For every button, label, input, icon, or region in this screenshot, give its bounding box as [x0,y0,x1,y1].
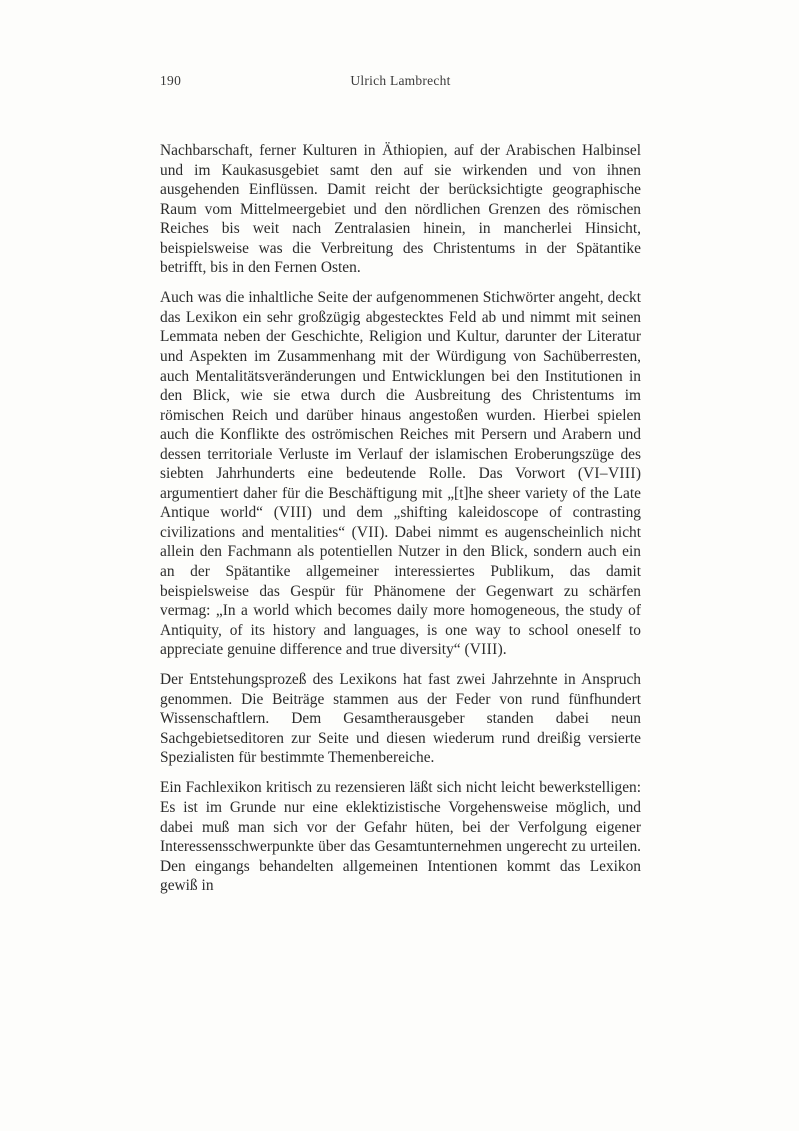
running-head-title: Ulrich Lambrecht [350,73,451,88]
body-text-block [160,141,641,896]
paragraph-3: Der Entstehungsprozeß des Lexikons hat fast zwei Jahrzehnte in Anspruch genommen. Die Beiträge stammen aus der Feder von rund fünfhundert Wissenschaftlern. Dem Gesamtherausgeber standen dabei neun Sachgebietseditoren zur Seite und diesen wiederum rund dreißig versierte Spezialisten für bestimmte Themenbereiche. [160,671,641,767]
page-number: 190 [160,73,182,88]
roman-numeral-reference: VIII [469,641,498,659]
paragraph-2: Auch was die inhaltliche Seite der aufgenommenen Stichwörter angeht, deckt das Lexikon ein sehr großzügig abgestecktes Feld ab und nimmt mit seinen Lemmata neben der Geschichte, Religion und Kultur, darunter der Literatur und Aspekten im Zusammenhang mit der Würdigung von Sachüberresten, auch Mentalitätsveränderungen und Entwicklungen bei den Institutionen in den Blick, wie sie etwa durch die Ausbreitung des Christentums im römischen Reich und darüber hinaus angestoßen wurden. Hierbei spielen auch die Konflikte des oströmischen Reiches mit Persern und Arabern und dessen territoriale Verluste im Verlauf der islamischen Eroberungszüge des siebten Jahrhunderts eine bedeutende Rolle. Das Vorwort (VI–VIII) argumentiert daher für die Beschäftigung mit „[t]he sheer variety of the Late Antique world“ (VIII) und dem „shifting kaleidoscope of contrasting civilizations and mentalities“ (VII). Dabei nimmt es augenscheinlich nicht allein den Fachmann als potentiellen Nutzer in den Blick, sondern auch ein an der Spätantike allgemeiner interessiertes Publikum, das damit beispielsweise das Gespür für Phänomene der Gegenwart zu schärfen vermag: „In a world which becomes daily more homogeneous, the study of Antiquity, of its history and languages, is one way to school oneself to appreciate genuine difference and true diversity“ (VIII). [160,289,642,659]
running-head [160,72,641,90]
roman-numeral-reference: VII [356,523,380,541]
roman-numeral-reference: VI–VIII [582,465,636,483]
paragraph-1: Nachbarschaft, ferner Kulturen in Äthiopien, auf der Arabischen Halbinsel und im Kaukasusgebiet samt den auf sie wirkenden und von ihnen ausgehenden Einflüssen. Damit reicht der berücksichtigte geographische Raum vom Mittelmeergebiet und den nördlichen Grenzen des römischen Reiches bis weit nach Zentralasien hinein, in mancherlei Hinsicht, beispielsweise was die Verbreitung des Christentums in der Spätantike betrifft, bis in den Fernen Osten. [160,142,641,277]
paragraph-4: Ein Fachlexikon kritisch zu rezensieren läßt sich nicht leicht bewerkstelligen: Es ist im Grunde nur eine eklektizistische Vorgehensweise möglich, und dabei muß man sich vor der Gefahr hüten, bei der Verfolgung eigener Interessensschwerpunkte über das Gesamtunternehmen ungerecht zu urteilen. Den eingangs behandelten allgemeinen Intentionen kommt das Lexikon gewiß in [160,779,641,895]
roman-numeral-reference: VIII [278,504,307,522]
